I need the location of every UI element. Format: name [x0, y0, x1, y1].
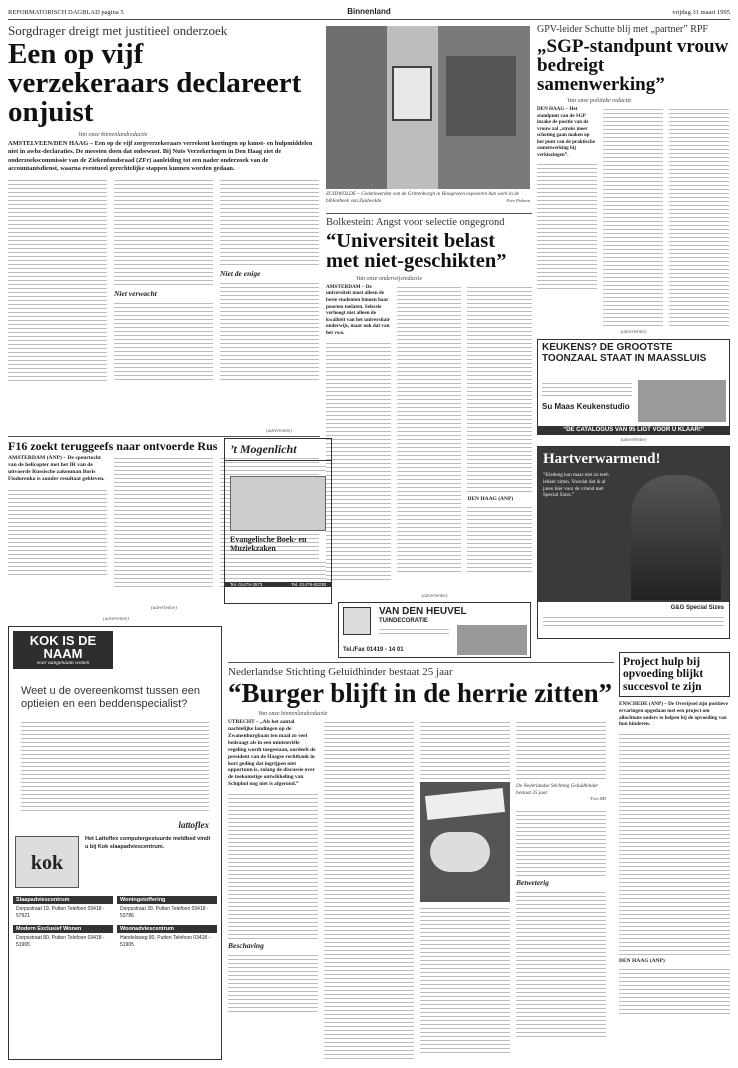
article-verzekeraars — [8, 24, 320, 479]
article-column — [326, 340, 391, 583]
ad-address: Handelsweg 80, Putten Telefoon 03418 - 51905 — [120, 935, 211, 948]
ad-brand: Su Maas Keukenstudio — [542, 402, 630, 411]
article-byline: Van onze politieke redactie — [567, 98, 632, 104]
article-lead: DEN HAAG – Het standpunt van de SGP inzake de positie van de vrouw zal „stroks meer schoting gaan maken op het punt van de praktische samenwerking bij verkiezingen”. — [537, 106, 596, 158]
article-column — [619, 731, 730, 956]
subheading: Niet de enige — [220, 269, 261, 279]
article-column — [467, 504, 532, 574]
ad-headline: Weet u de overeenkomst tussen een optieien en een beddenspecialist? — [21, 685, 200, 711]
article-column — [220, 177, 319, 267]
divider — [326, 213, 532, 214]
article-headline: “Universiteit belast met niet-geschikten” — [326, 229, 507, 273]
article-column — [420, 719, 510, 779]
ad-sub: Evangelische Boek- en Muziekzaken — [230, 535, 307, 553]
subheading: Beschaving — [228, 941, 264, 951]
photo-caption — [326, 191, 530, 211]
ad-phone: Tel./Fax 01419 - 14 01 — [343, 647, 404, 653]
ad-keukens[interactable] — [537, 339, 730, 435]
article-column — [467, 284, 532, 494]
ad-logo — [343, 607, 371, 635]
ad-photo — [638, 380, 726, 422]
ad-section: Modern Exclusief Wonen — [13, 925, 113, 933]
ad-address: Dorpsstraat 39, Putten Telefoon 03418 - 53786 — [120, 906, 209, 919]
ad-brand: lattoflex — [178, 820, 209, 831]
ad-brand: G&G Special Sizes — [670, 605, 724, 611]
article-column — [114, 300, 213, 380]
ad-illustration — [230, 476, 326, 531]
ad-logo: kok — [15, 836, 79, 888]
advertisement-label: (advertentie) — [620, 330, 647, 335]
ad-person-photo — [631, 475, 721, 600]
caption-text: ZUIDWOLDE – Gedetineerden van de Grittenborgh in Hoogeveen exposeren hun werk in de bibliotheek van Zuidwolde. — [326, 191, 520, 204]
article-kicker: GPV-leider Schutte blij met „partner” RPF — [537, 24, 708, 35]
article-kicker: Sorgdrager dreigt met justitieel onderzoek — [8, 24, 228, 38]
advertisement-label: (advertentie) — [421, 594, 448, 599]
article-column — [537, 161, 597, 291]
article-kicker: Bolkestein: Angst voor selectie ongegrond — [326, 217, 505, 228]
subheading: DEN HAAG (ANP) — [619, 957, 665, 964]
photo-credit: Foto RD — [590, 796, 606, 802]
ad-address: Dorpsstraat 80, Putten Telefoon 03418 - 51965 — [16, 935, 105, 948]
ad-title: Hartverwarmend! — [543, 451, 661, 467]
article-headline: “Burger blijft in de herrie zitten” — [228, 678, 613, 709]
article-lead: UTRECHT – „Als het aantal nachtelijke landingen op de Zwanenburgbaan ten maal zo veel bedraagt als in een ministeriële regeling wordt toegestaan, oordeelt de president van de Haagse rechtbank in kort geding dat ingrijpen niet opportuun is, zolang de discussie over de toekomstige ontwikkeling van Schiphol nog niet is afgerond.” — [228, 719, 316, 788]
article-project-hulp — [619, 652, 730, 1060]
article-column — [669, 106, 729, 329]
ad-hartverwarmend[interactable] — [537, 446, 730, 639]
article-column — [220, 280, 319, 380]
ad-phone: Tel. 01479-3573 — [230, 581, 263, 587]
divider — [228, 662, 614, 663]
article-column — [228, 952, 318, 1012]
ad-title: KOK IS DE NAAM — [29, 633, 97, 661]
advertisement-label: (advertentie) — [266, 429, 292, 434]
article-column — [516, 719, 606, 779]
article-column — [228, 791, 318, 939]
ad-sub: TUINDECORATIE — [379, 618, 428, 624]
article-headline: Een op vijf verzekeraars declareert onjuist — [8, 38, 302, 129]
ad-mogenlicht[interactable] — [224, 438, 332, 604]
article-lead: ENSCHEDE (ANP) – De Overijssel zijn positieve ervaringen opgedaan met een project om allochtone ouders te helpen bij de opvoeding van hun kinderen. — [619, 701, 728, 728]
article-universiteit — [326, 213, 532, 583]
article-headline: Project hulp bij opvoeding blijkt succesvol te zijn — [623, 656, 704, 693]
subheading: Niet verwacht — [114, 289, 157, 299]
advertisement-label: (advertentie) — [151, 606, 177, 611]
article-column — [516, 889, 606, 1039]
photo-protest — [420, 782, 510, 902]
article-column — [603, 106, 663, 329]
article-column — [516, 808, 606, 876]
article-byline: Van onze binnenlandredactie — [258, 711, 328, 718]
ad-footer: “DE CATALOGUS VAN 95 LIGT VOOR U KLAAR!” — [538, 426, 729, 434]
ad-kok[interactable] — [8, 626, 222, 1060]
ad-section: Slaapadviescentrum — [13, 896, 113, 904]
ad-name: VAN DEN HEUVEL — [379, 606, 467, 617]
article-headline: F16 zoekt teruggeefs naar ontvoerde Rus — [8, 439, 218, 453]
ad-product: Het Lattoflex computergestuurde meldbed vindt u bij Kok slaapadviescentrum. — [85, 836, 211, 850]
article-column — [114, 455, 213, 590]
ad-section: Woningstoffering — [117, 896, 217, 904]
ad-name: ’t Mogenlicht — [225, 439, 331, 461]
masthead-left: REFORMATORISCH DAGBLAD pagina 5 — [8, 9, 124, 16]
article-gpv — [537, 24, 730, 329]
ad-phone: Tel. 01479-82230 — [291, 581, 326, 587]
ad-title: KEUKENS? DE GROOTSTE TOONZAAL STAAT IN MAASSLUIS — [542, 342, 707, 364]
photo-credit: Foto Pieksen — [506, 197, 530, 203]
article-column — [324, 719, 414, 1059]
article-column — [8, 487, 107, 577]
subheading: DEN HAAG (ANP) — [467, 495, 514, 502]
article-column — [420, 905, 510, 1055]
subheading: Betweterig — [516, 877, 549, 887]
article-column — [397, 284, 462, 574]
article-geluidhinder — [228, 662, 614, 1062]
article-column — [114, 177, 213, 287]
article-column — [619, 966, 730, 1016]
article-lead: AMSTERDAM – De universiteit moet alleen de beste studenten binnen haar poorten toelaten. Selectie verhoogt niet alleen de kwaliteit van het universitair onderwijs, maar ook dat van het vwo. — [326, 283, 391, 337]
photo-zuidwolde — [326, 26, 530, 189]
article-kicker: Nederlandse Stichting Geluidhinder bestaat 25 jaar — [228, 666, 453, 678]
ad-photo — [457, 625, 527, 655]
advertisement-label: (advertentie) — [620, 438, 647, 443]
article-lead: AMSTERDAM (ANP) – De speurtocht van de helicopter met het IR van de uitvoerde Russische zakenman Boris Fiodorenko is zonder resultaat gebleven. — [8, 455, 105, 483]
masthead-date: vrijdag 31 maart 1995 — [672, 9, 730, 16]
article-lead: AMSTELVEEN/DEN HAAG – Een op de vijf zorgverzekeraars verrekent kortingen op kunst- en hulpmiddelen niet in awbz-declaraties. De meesten doen dat onbewust. Bij Nuts Verzekeringen in Den Haag ziet de onderzoekscommissie van de Ziekenfondsraad (ZFr) aanleiding tot een nader onderzoek van de accountantsdienst, waarna eventueel gerechtelijke stappen kunnen worden gedaan. — [8, 140, 313, 172]
advertisement-label: (advertentie) — [103, 617, 129, 622]
article-column — [8, 177, 107, 382]
ad-section: Woonadviescentrum — [117, 925, 217, 933]
article-byline: Van onze onderwijsredactie — [356, 275, 423, 282]
photo-caption: De Nederlandse Stichting Geluidhinder bestaat 25 jaar. — [516, 783, 599, 796]
masthead — [8, 6, 730, 20]
ad-tagline: voor aangenaam wonen — [36, 660, 90, 666]
article-byline: Van onze binnenlandredactie — [78, 132, 148, 139]
divider — [8, 436, 320, 437]
section-title: Binnenland — [347, 7, 391, 16]
ad-quote: “Kledeng kan maar niet zo teeh lekker zitten. Voordat dat ik al jaren hier voor de vriend met Special Sizes.” — [543, 472, 609, 499]
article-headline: „SGP-standpunt vrouw bedreigt samenwerking” — [537, 36, 729, 95]
ad-address: Dorpsstraat 19, Putten Telefoon 03418 - 57921 — [16, 906, 105, 919]
ad-van-den-heuvel[interactable] — [338, 602, 531, 658]
